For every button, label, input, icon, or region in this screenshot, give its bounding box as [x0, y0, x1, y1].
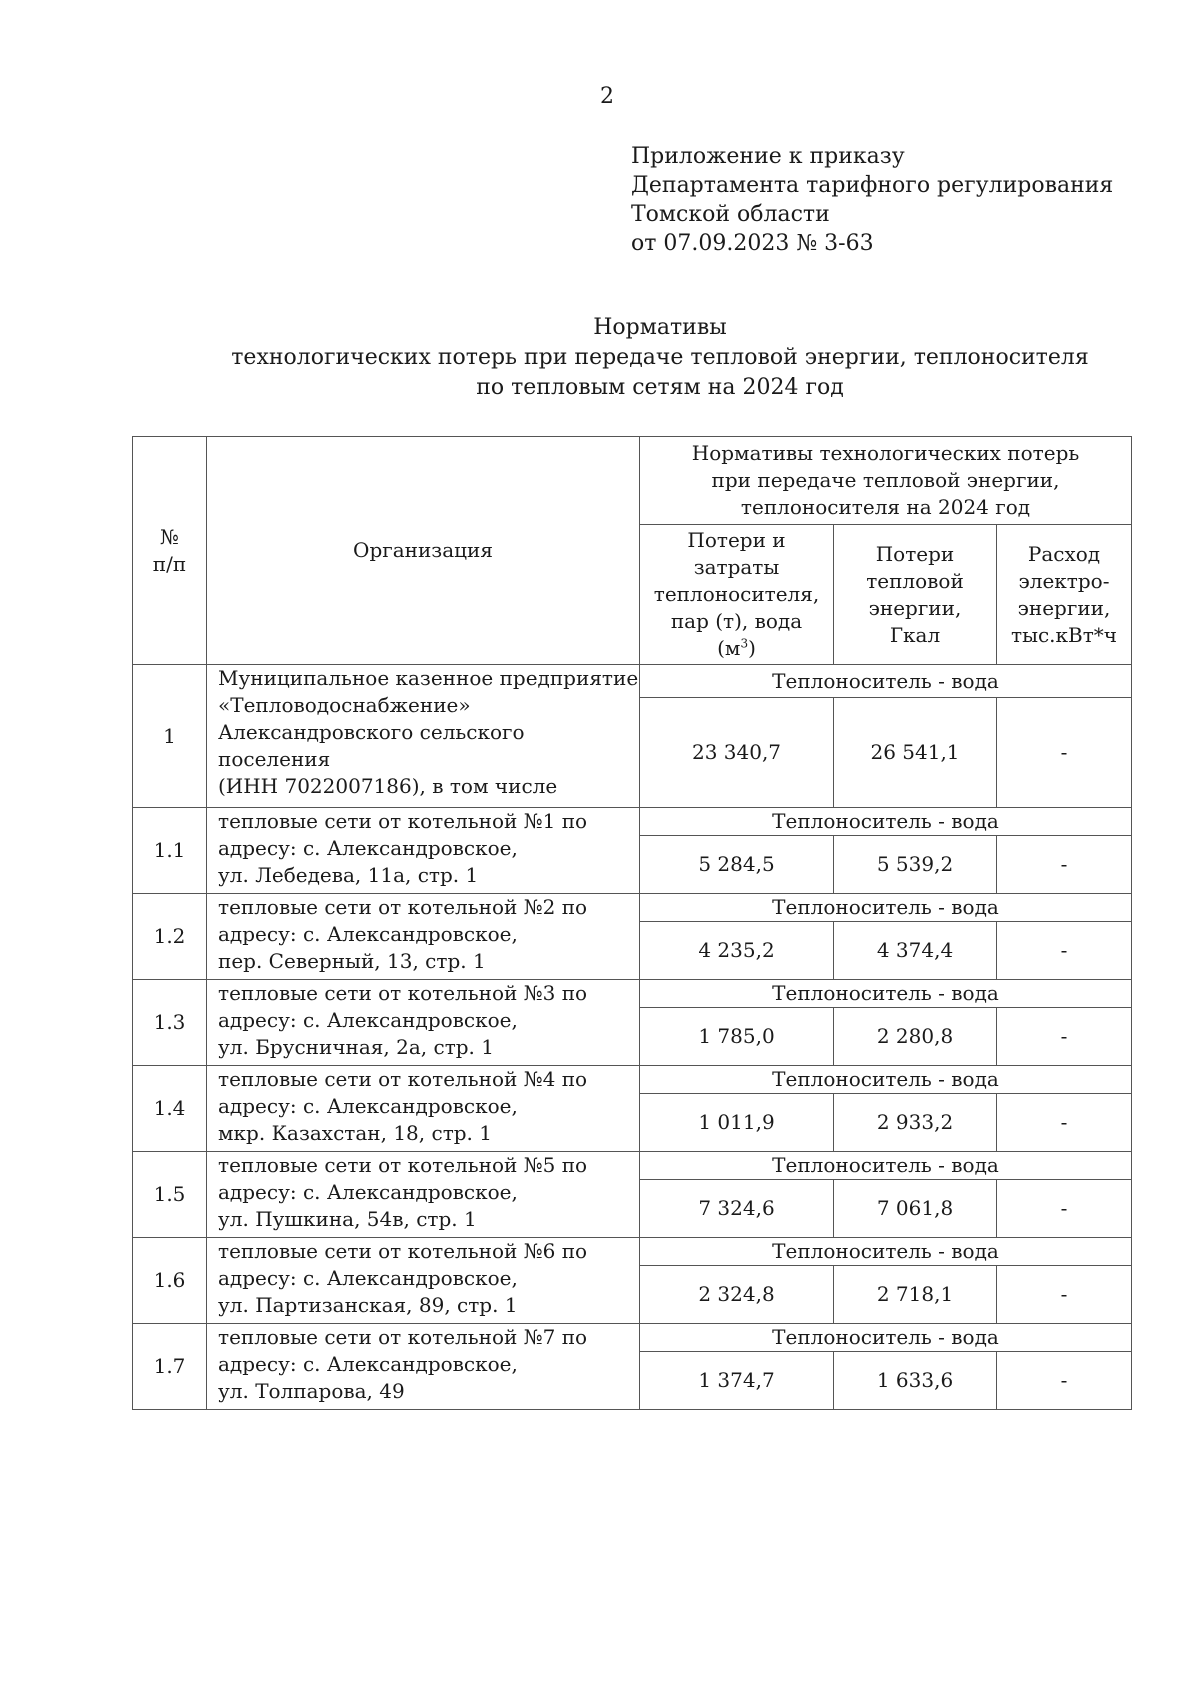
row-number: 1.7 [133, 1324, 207, 1410]
organization-line: ул. Партизанская, 89, стр. 1 [218, 1293, 518, 1317]
heat-losses-cell: 5 539,2 [834, 836, 997, 894]
title-line: Нормативы [593, 315, 727, 340]
organization-line: ул. Толпарова, 49 [218, 1379, 405, 1403]
water-losses-cell: 4 235,2 [640, 922, 834, 980]
water-losses-cell: 2 324,8 [640, 1266, 834, 1324]
organization-line: тепловые сети от котельной №3 по [218, 981, 588, 1005]
organization-cell [207, 980, 640, 1066]
organization-cell [207, 808, 640, 894]
organization-cell [207, 1324, 640, 1410]
table-header-row [133, 437, 1132, 525]
header-organization: Организация [207, 437, 640, 665]
heat-losses-cell: 2 718,1 [834, 1266, 997, 1324]
organization-line: тепловые сети от котельной №2 по [218, 895, 588, 919]
organization-line: адресу: с. Александровское, [218, 1352, 518, 1376]
organization-cell [207, 1238, 640, 1324]
table-row [133, 1238, 1132, 1266]
header-water-losses: Потери и затраты теплоносителя, пар (т), вода $(м^3)$ [640, 525, 834, 665]
title-line: по тепловым сетям на 2024 год [476, 375, 844, 400]
organization-line: адресу: с. Александровское, [218, 1008, 518, 1032]
organization-line: поселения [218, 747, 331, 771]
header-num: № п/п [133, 437, 207, 665]
table-row [133, 1152, 1132, 1180]
water-losses-cell: 5 284,5 [640, 836, 834, 894]
organization-line: тепловые сети от котельной №6 по [218, 1239, 588, 1263]
table-row [133, 808, 1132, 836]
carrier-cell: Теплоноситель - вода [640, 808, 1132, 836]
organization-cell [207, 1066, 640, 1152]
water-losses-cell: 1 374,7 [640, 1352, 834, 1410]
row-number: 1.4 [133, 1066, 207, 1152]
organization-line: Александровского сельского [218, 720, 525, 744]
organization-line: адресу: с. Александровское, [218, 1180, 518, 1204]
heat-losses-cell: 2 280,8 [834, 1008, 997, 1066]
table-row [133, 894, 1132, 922]
norms-table [132, 436, 1132, 1410]
carrier-cell: Теплоноситель - вода [640, 665, 1132, 698]
row-number: 1.3 [133, 980, 207, 1066]
organization-line: тепловые сети от котельной №5 по [218, 1153, 588, 1177]
carrier-cell: Теплоноситель - вода [640, 1324, 1132, 1352]
row-number: 1.1 [133, 808, 207, 894]
water-losses-cell: 7 324,6 [640, 1180, 834, 1238]
electricity-cell: - [997, 1094, 1132, 1152]
electricity-cell: - [997, 1180, 1132, 1238]
organization-line: адресу: с. Александровское, [218, 922, 518, 946]
heat-losses-cell: 4 374,4 [834, 922, 997, 980]
organization-line: (ИНН 7022007186), в том числе [218, 774, 558, 798]
carrier-cell: Теплоноситель - вода [640, 980, 1132, 1008]
appendix-date-number: от 07.09.2023 № 3-63 [631, 231, 874, 256]
organization-line: адресу: с. Александровское, [218, 1094, 518, 1118]
carrier-cell: Теплоноситель - вода [640, 1238, 1132, 1266]
table-row [133, 1066, 1132, 1094]
electricity-cell: - [997, 1352, 1132, 1410]
heat-losses-cell: 1 633,6 [834, 1352, 997, 1410]
organization-line: «Тепловодоснабжение» [218, 693, 471, 717]
heat-losses-cell: 26 541,1 [834, 698, 997, 808]
electricity-cell: - [997, 1008, 1132, 1066]
organization-line: ул. Лебедева, 11а, стр. 1 [218, 863, 479, 887]
electricity-cell: - [997, 698, 1132, 808]
electricity-cell: - [997, 1266, 1132, 1324]
appendix-line: Приложение к приказу [631, 144, 905, 169]
row-number: 1.6 [133, 1238, 207, 1324]
row-number: 1.5 [133, 1152, 207, 1238]
organization-cell [207, 894, 640, 980]
table-row [133, 980, 1132, 1008]
header-electricity: Расход электро- энергии, тыс.кВт*ч [997, 525, 1132, 665]
organization-line: тепловые сети от котельной №1 по [218, 809, 588, 833]
appendix-line: Департамента тарифного регулирования [631, 173, 1114, 198]
organization-line: тепловые сети от котельной №4 по [218, 1067, 588, 1091]
row-number: 1 [133, 665, 207, 808]
organization-cell [207, 1152, 640, 1238]
organization-line: ул. Брусничная, 2а, стр. 1 [218, 1035, 494, 1059]
heat-losses-cell: 2 933,2 [834, 1094, 997, 1152]
organization-cell [207, 665, 640, 808]
document-title [0, 313, 1200, 403]
appendix-block [631, 142, 1113, 258]
water-losses-cell: 23 340,7 [640, 698, 834, 808]
organization-line: адресу: с. Александровское, [218, 1266, 518, 1290]
organization-line: мкр. Казахстан, 18, стр. 1 [218, 1121, 492, 1145]
carrier-cell: Теплоноситель - вода [640, 894, 1132, 922]
electricity-cell: - [997, 922, 1132, 980]
row-number: 1.2 [133, 894, 207, 980]
organization-line: адресу: с. Александровское, [218, 836, 518, 860]
organization-line: Муниципальное казенное предприятие [218, 666, 639, 690]
page-number: 2 [600, 84, 614, 109]
heat-losses-cell: 7 061,8 [834, 1180, 997, 1238]
carrier-cell: Теплоноситель - вода [640, 1152, 1132, 1180]
water-losses-cell: 1 011,9 [640, 1094, 834, 1152]
water-losses-cell: 1 785,0 [640, 1008, 834, 1066]
carrier-cell: Теплоноситель - вода [640, 1066, 1132, 1094]
header-heat-losses: Потери тепловой энергии, Гкал [834, 525, 997, 665]
electricity-cell: - [997, 836, 1132, 894]
organization-line: ул. Пушкина, 54в, стр. 1 [218, 1207, 477, 1231]
title-line: технологических потерь при передаче тепловой энергии, теплоносителя [231, 345, 1089, 370]
table-row [133, 665, 1132, 698]
organization-line: пер. Северный, 13, стр. 1 [218, 949, 486, 973]
header-norms-group: Нормативы технологических потерь при передаче тепловой энергии, теплоносителя на 2024 год [640, 437, 1132, 525]
appendix-line: Томской области [631, 202, 830, 227]
organization-line: тепловые сети от котельной №7 по [218, 1325, 588, 1349]
table-row [133, 1324, 1132, 1352]
